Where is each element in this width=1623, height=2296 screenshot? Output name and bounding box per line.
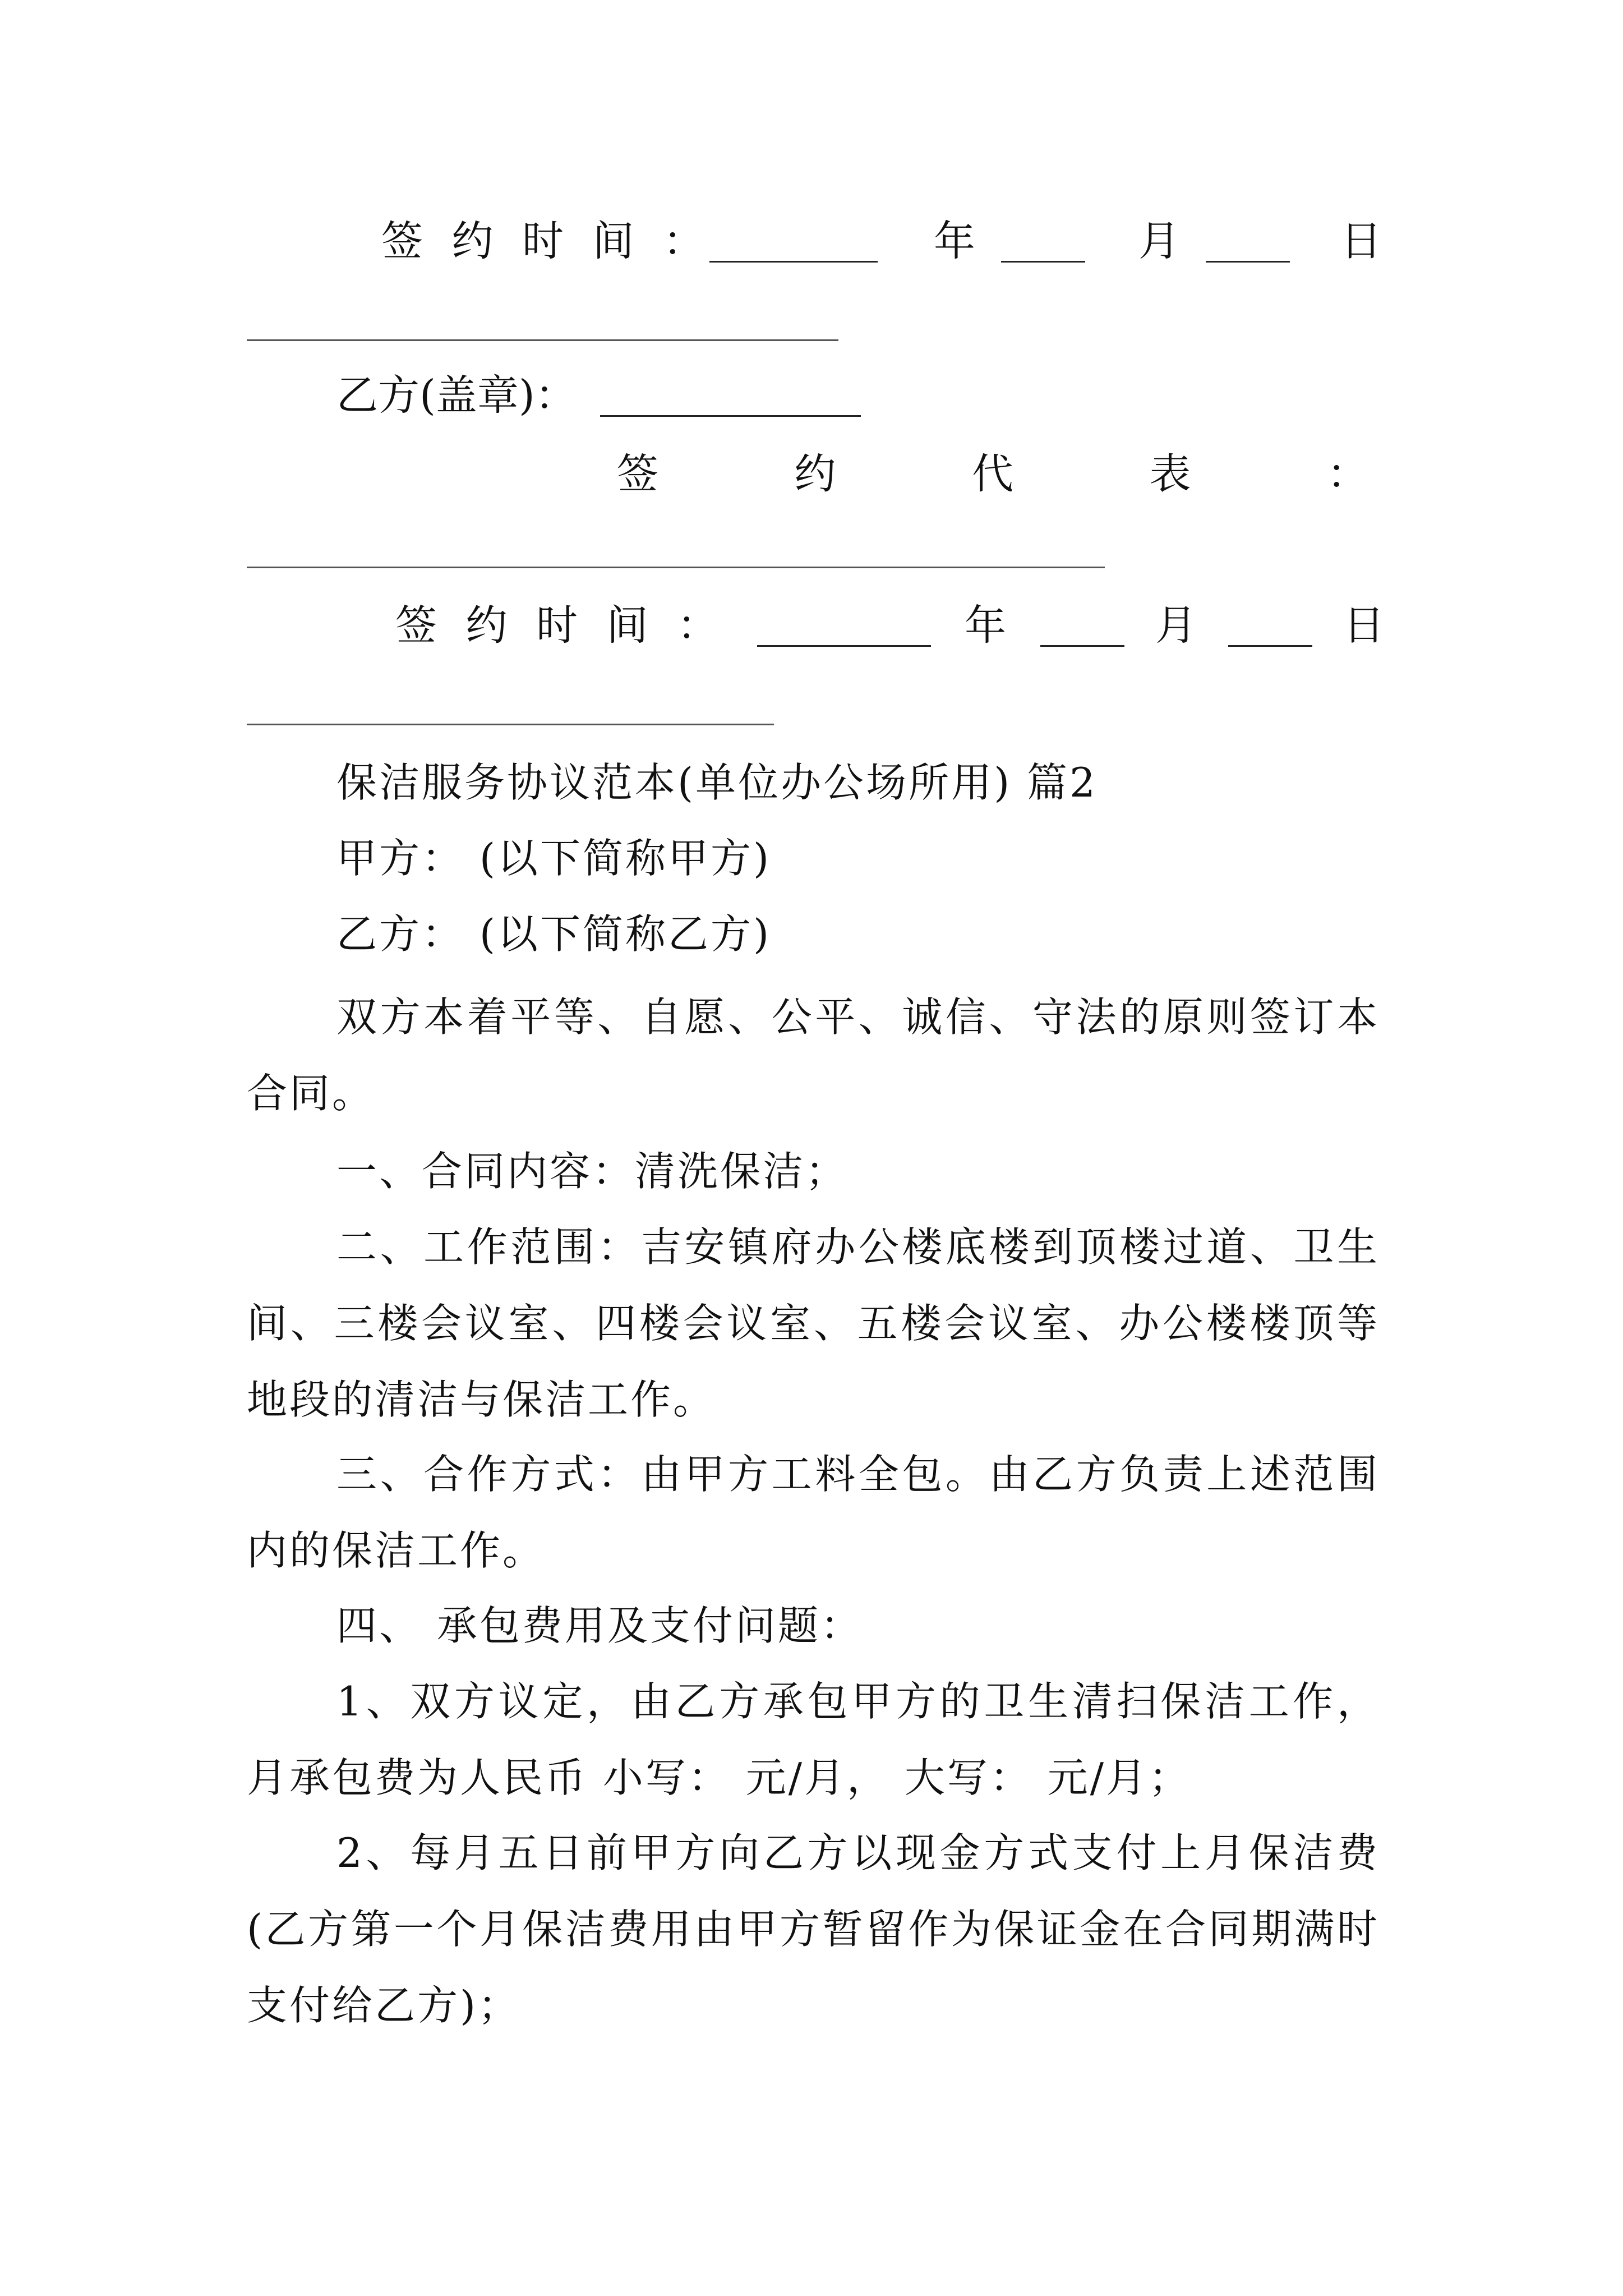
clause-1: 一、合同内容：清洗保洁； xyxy=(336,1148,849,1195)
rep-char-5: ： xyxy=(1327,450,1368,498)
sign-time-row-b xyxy=(395,600,726,651)
item-2: 2、每月五日前甲方向乙方以现金方式支付上月保洁费(乙方第一个月保洁费用由甲方暂留作为保证金在合同期满时支付给乙方)； xyxy=(247,1829,1380,2029)
clause-2: 二、工作范围：吉安镇府办公楼底楼到顶楼过道、卫生间、三楼会议室、四楼会议室、五楼会议室、办公楼楼顶等地段的清洁与保洁工作。 xyxy=(247,1223,1380,1423)
sign-time-label: 签 约 时 间 ： xyxy=(381,217,713,265)
year-label: 年 xyxy=(965,601,1006,650)
sign-time-row-a xyxy=(381,216,712,266)
clause-4: 四、 承包费用及支付问题： xyxy=(336,1602,863,1649)
rep-char-4: 表 xyxy=(1149,450,1191,498)
rep-char-1: 签 xyxy=(617,450,658,498)
day-label: 日 xyxy=(1340,217,1382,265)
month-blank[interactable] xyxy=(1001,222,1085,263)
year-label: 年 xyxy=(934,217,975,265)
rep-char-2: 约 xyxy=(794,450,836,498)
representative-row xyxy=(617,449,1368,499)
clause-3: 三、合作方式：由甲方工料全包。由乙方负责上述范围内的保洁工作。 xyxy=(247,1451,1380,1574)
year-blank[interactable] xyxy=(709,222,878,263)
signature-rule xyxy=(247,339,838,341)
month-label: 月 xyxy=(1155,601,1197,650)
month-blank[interactable] xyxy=(1040,606,1124,647)
item-1: 1、双方议定，由乙方承包甲方的卫生清扫保洁工作，月承包费为人民币 小写： 元/月， 大写： 元/月； xyxy=(247,1678,1380,1801)
party-b-seal-label: 乙方(盖章)： xyxy=(336,371,577,420)
signature-rule xyxy=(247,724,774,725)
sign-time-label: 签 约 时 间 ： xyxy=(395,601,727,650)
party-b-line: 乙方： (以下简称乙方) xyxy=(336,910,772,958)
party-a-line: 甲方： (以下简称甲方) xyxy=(336,835,772,882)
intro-paragraph: 双方本着平等、自愿、公平、诚信、守法的原则签订本合同。 xyxy=(247,993,1380,1117)
day-label: 日 xyxy=(1343,601,1385,650)
party-b-seal-blank[interactable] xyxy=(600,376,861,417)
month-label: 月 xyxy=(1138,217,1180,265)
day-blank[interactable] xyxy=(1206,222,1290,263)
representative-rule xyxy=(247,567,1105,568)
rep-char-3: 代 xyxy=(972,450,1013,498)
year-blank[interactable] xyxy=(757,606,931,647)
day-blank[interactable] xyxy=(1228,606,1312,647)
document-title: 保洁服务协议范本(单位办公场所用) 篇2 xyxy=(336,759,1098,806)
